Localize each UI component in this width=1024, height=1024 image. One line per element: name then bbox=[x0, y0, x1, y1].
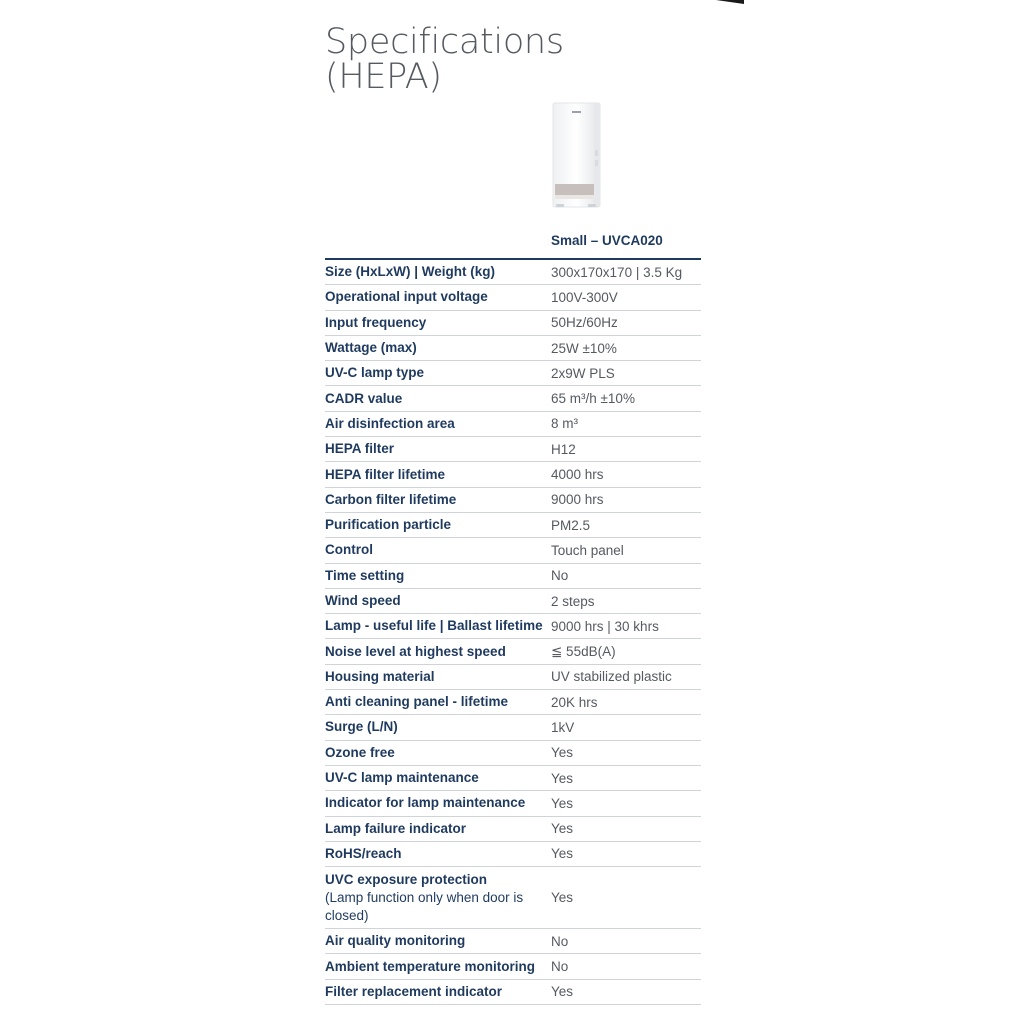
spec-label-text: CADR value bbox=[325, 390, 403, 406]
spec-value: 20K hrs bbox=[551, 694, 598, 710]
corner-mark bbox=[716, 0, 744, 4]
spec-label bbox=[325, 932, 551, 950]
spec-row bbox=[325, 791, 701, 816]
spec-value: 100V-300V bbox=[551, 289, 618, 305]
spec-label bbox=[325, 794, 551, 812]
spec-label bbox=[325, 339, 551, 357]
spec-label bbox=[325, 415, 551, 433]
spec-label bbox=[325, 516, 551, 534]
spec-label bbox=[325, 314, 551, 332]
spec-row bbox=[325, 715, 701, 740]
spec-value: 25W ±10% bbox=[551, 340, 617, 356]
spec-label-text: Size (HxLxW) | Weight (kg) bbox=[325, 264, 496, 280]
spec-label bbox=[325, 263, 551, 281]
spec-row bbox=[325, 386, 701, 411]
spec-label-text: UVC exposure protection bbox=[325, 871, 488, 887]
spec-label-text: HEPA filter bbox=[325, 441, 395, 457]
spec-value: Yes bbox=[551, 770, 574, 786]
spec-label-text: HEPA filter lifetime bbox=[325, 466, 446, 482]
spec-label-text: Surge (L/N) bbox=[325, 719, 398, 735]
spec-row bbox=[325, 513, 701, 538]
spec-value: 9000 hrs | 30 khrs bbox=[551, 618, 659, 634]
spec-row bbox=[325, 766, 701, 791]
spec-label-text: Carbon filter lifetime bbox=[325, 491, 457, 507]
spec-table bbox=[325, 260, 701, 1005]
spec-label bbox=[325, 617, 551, 635]
page-title bbox=[325, 22, 564, 97]
spec-label-text: Lamp - useful life | Ballast lifetime bbox=[325, 618, 543, 634]
spec-label-text: Time setting bbox=[325, 567, 405, 583]
spec-row bbox=[325, 462, 701, 487]
spec-value: PM2.5 bbox=[551, 517, 591, 533]
spec-row bbox=[325, 285, 701, 310]
spec-row bbox=[325, 741, 701, 766]
spec-row bbox=[325, 954, 701, 979]
spec-label-text: Lamp failure indicator bbox=[325, 820, 467, 836]
spec-label-text: Wind speed bbox=[325, 593, 401, 608]
spec-label-text: RoHS/reach bbox=[325, 845, 402, 861]
spec-value: 50Hz/60Hz bbox=[551, 315, 618, 331]
spec-label bbox=[325, 744, 551, 762]
spec-label-text: Indicator for lamp maintenance bbox=[325, 795, 526, 811]
spec-row bbox=[325, 980, 701, 1005]
page-title-line2: (HEPA) bbox=[325, 57, 442, 97]
spec-label-text: Wattage (max) bbox=[325, 340, 417, 356]
spec-value: Yes bbox=[551, 745, 574, 761]
spec-row bbox=[325, 437, 701, 462]
spec-row bbox=[325, 665, 701, 690]
spec-value: Yes bbox=[551, 795, 574, 811]
spec-row bbox=[325, 538, 701, 563]
spec-value: H12 bbox=[551, 441, 576, 457]
spec-row bbox=[325, 929, 701, 954]
spec-label bbox=[325, 592, 551, 610]
spec-value: No bbox=[551, 959, 569, 975]
spec-value: 2x9W PLS bbox=[551, 365, 615, 381]
spec-label bbox=[325, 466, 551, 484]
spec-value: UV stabilized plastic bbox=[551, 669, 672, 685]
spec-row bbox=[325, 311, 701, 336]
spec-label-text: Input frequency bbox=[325, 314, 427, 330]
product-column-header: Small – UVCA020 bbox=[551, 233, 663, 248]
spec-row bbox=[325, 614, 701, 639]
spec-row bbox=[325, 842, 701, 867]
spec-label bbox=[325, 769, 551, 787]
spec-label bbox=[325, 390, 551, 408]
spec-value: Yes bbox=[551, 890, 574, 906]
spec-label-text: Anti cleaning panel - lifetime bbox=[325, 694, 509, 710]
spec-label-text: Ozone free bbox=[325, 744, 395, 760]
spec-row bbox=[325, 564, 701, 589]
spec-label-text: UV-C lamp type bbox=[325, 365, 425, 381]
spec-label-text: Air quality monitoring bbox=[325, 933, 466, 949]
spec-value: Yes bbox=[551, 846, 574, 862]
spec-value: ≦ 55dB(A) bbox=[551, 643, 616, 659]
spec-label bbox=[325, 491, 551, 509]
spec-value: No bbox=[551, 933, 569, 949]
spec-label bbox=[325, 668, 551, 686]
spec-label-subtext: (Lamp function only when door is closed) bbox=[325, 889, 524, 923]
spec-label bbox=[325, 871, 551, 925]
spec-label bbox=[325, 820, 551, 838]
spec-row bbox=[325, 867, 701, 929]
spec-row bbox=[325, 260, 701, 285]
spec-row bbox=[325, 336, 701, 361]
spec-label-text: Operational input voltage bbox=[325, 289, 488, 305]
spec-value: 8 m³ bbox=[551, 416, 578, 432]
air-purifier-icon bbox=[548, 100, 608, 215]
spec-row bbox=[325, 412, 701, 437]
spec-row bbox=[325, 589, 701, 614]
spec-value: 1kV bbox=[551, 719, 575, 735]
spec-label bbox=[325, 567, 551, 585]
spec-value: 300x170x170 | 3.5 Kg bbox=[551, 264, 683, 280]
spec-label-text: UV-C lamp maintenance bbox=[325, 770, 479, 786]
spec-row bbox=[325, 817, 701, 842]
spec-label-text: Filter replacement indicator bbox=[325, 983, 503, 999]
spec-label bbox=[325, 440, 551, 458]
spec-label bbox=[325, 643, 551, 661]
spec-value: Yes bbox=[551, 984, 574, 1000]
spec-label bbox=[325, 541, 551, 559]
spec-value: 2 steps bbox=[551, 593, 595, 609]
spec-label bbox=[325, 693, 551, 711]
spec-label bbox=[325, 983, 551, 1001]
page-title-line1: Specifications bbox=[325, 22, 564, 62]
spec-value: 4000 hrs bbox=[551, 467, 604, 483]
spec-label-text: Ambient temperature monitoring bbox=[325, 958, 536, 974]
spec-value: No bbox=[551, 568, 569, 584]
spec-label-text: Air disinfection area bbox=[325, 415, 455, 431]
spec-value: Yes bbox=[551, 821, 574, 837]
spec-label bbox=[325, 364, 551, 382]
spec-label bbox=[325, 718, 551, 736]
spec-value: 65 m³/h ±10% bbox=[551, 391, 635, 407]
spec-row bbox=[325, 361, 701, 386]
spec-label bbox=[325, 288, 551, 306]
spec-label-text: Noise level at highest speed bbox=[325, 643, 506, 659]
spec-row bbox=[325, 488, 701, 513]
spec-value: 9000 hrs bbox=[551, 492, 604, 508]
spec-label bbox=[325, 958, 551, 976]
spec-value: Touch panel bbox=[551, 542, 624, 558]
spec-row bbox=[325, 690, 701, 715]
spec-label bbox=[325, 845, 551, 863]
spec-label-text: Housing material bbox=[325, 668, 435, 684]
spec-label-text: Purification particle bbox=[325, 517, 452, 533]
spec-label-text: Control bbox=[325, 542, 373, 558]
spec-row bbox=[325, 639, 701, 664]
